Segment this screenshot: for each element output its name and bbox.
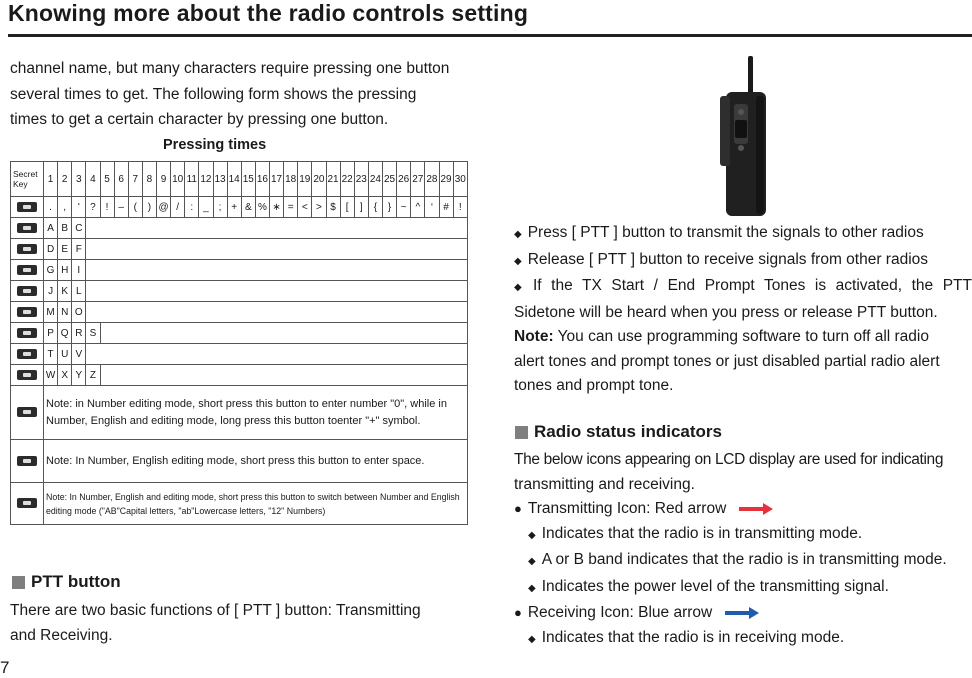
character-cell: I (72, 260, 86, 281)
character-cell: – (114, 197, 128, 218)
intro-line: times to get a certain character by pressing one button. (10, 111, 389, 128)
secret-key-header: Secret Key (11, 162, 44, 197)
dot-bullet-icon: ● (514, 605, 522, 620)
status-intro-line: The below icons appearing on LCD display are used for indicating (514, 451, 944, 468)
character-cell: , (58, 197, 72, 218)
ptt-bullet: ◆ If the TX Start / End Prompt Tones is activated, the PTT (514, 277, 972, 294)
dot-bullet-icon: ● (514, 501, 522, 516)
key-cell (11, 344, 44, 365)
character-cell: B (58, 218, 72, 239)
table-row (11, 344, 468, 365)
diamond-bullet-icon: ◆ (528, 633, 536, 645)
sidetone-line: Sidetone will be heard when you press or release PTT button. (514, 303, 938, 321)
keypad-button-icon (17, 244, 37, 254)
header-cell: 22 (340, 162, 354, 197)
character-cell: R (72, 323, 86, 344)
character-cell: > (312, 197, 326, 218)
note-line: alert tones and prompt tones or just disabled partial radio alert (514, 352, 940, 370)
note-cell: Note: in Number editing mode, short press this button to enter number "0", while in Number, English and editing mode, long press this button toenter "+" symbol. (44, 386, 468, 440)
key-cell (11, 323, 44, 344)
diamond-bullet-icon: ◆ (528, 582, 536, 594)
character-cell: K (58, 281, 72, 302)
ptt-line: There are two basic functions of [ PTT ] button: Transmitting (10, 602, 421, 619)
character-cell: P (44, 323, 58, 344)
table-header-row (11, 162, 468, 197)
empty-cell (86, 260, 468, 281)
ptt-functions (514, 221, 972, 399)
character-cell: A (44, 218, 58, 239)
key-cell (11, 365, 44, 386)
diamond-bullet-icon: ◆ (514, 282, 527, 293)
diamond-bullet-icon: ◆ (528, 529, 536, 541)
red-arrow-icon (739, 503, 773, 515)
character-cell: C (72, 218, 86, 239)
status-intro-line: transmitting and receiving. (514, 475, 695, 493)
header-cell: 9 (157, 162, 171, 197)
character-cell: G (44, 260, 58, 281)
table-row (11, 239, 468, 260)
character-cell: ! (100, 197, 114, 218)
character-cell: { (368, 197, 382, 218)
character-cell: Z (86, 365, 100, 386)
header-cell: 16 (255, 162, 269, 197)
empty-cell (100, 365, 468, 386)
ptt-bullet: ◆ Press [ PTT ] button to transmit the signals to other radios (514, 224, 924, 241)
character-cell: Q (58, 323, 72, 344)
note-cell: Note: In Number, English and editing mode, short press this button to switch between Number and English editing mode ("AB"Capital letters, "ab"Lowercase letters, "12" Numbers) (44, 483, 468, 525)
character-cell: ( (128, 197, 142, 218)
character-cell: U (58, 344, 72, 365)
keypad-button-icon (17, 286, 37, 296)
header-cell: 17 (270, 162, 284, 197)
intro-line: several times to get. The following form shows the pressing (10, 85, 417, 103)
status-section-heading (515, 422, 722, 442)
header-cell: 14 (227, 162, 241, 197)
table-row (11, 302, 468, 323)
tx-item: ◆ Indicates that the radio is in transmitting mode. (528, 524, 863, 542)
diamond-bullet-icon: ◆ (514, 255, 522, 267)
note-row (11, 483, 468, 525)
tx-icon-line: ● Transmitting Icon: Red arrow (514, 497, 972, 522)
tx-item: ◆ Indicates the power level of the transmitting signal. (528, 577, 889, 595)
header-cell: 4 (86, 162, 100, 197)
character-cell: _ (199, 197, 213, 218)
character-cell: + (227, 197, 241, 218)
key-cell (11, 440, 44, 483)
key-cell (11, 260, 44, 281)
header-cell: 20 (312, 162, 326, 197)
key-cell (11, 483, 44, 525)
header-cell: 15 (241, 162, 255, 197)
header-cell: 8 (142, 162, 156, 197)
header-cell: 1 (44, 162, 58, 197)
character-cell: F (72, 239, 86, 260)
title-rule (8, 34, 972, 37)
character-cell: % (255, 197, 269, 218)
character-cell: D (44, 239, 58, 260)
character-cell: N (58, 302, 72, 323)
header-cell: 6 (114, 162, 128, 197)
header-cell: 25 (383, 162, 397, 197)
keypad-button-icon (17, 202, 37, 212)
keypad-button-icon (17, 456, 37, 466)
table-row (11, 323, 468, 344)
table-row (11, 218, 468, 239)
empty-cell (86, 302, 468, 323)
header-cell: 13 (213, 162, 227, 197)
character-cell: W (44, 365, 58, 386)
header-cell: 21 (326, 162, 340, 197)
empty-cell (86, 281, 468, 302)
keypad-button-icon (17, 498, 37, 508)
header-cell: 10 (171, 162, 185, 197)
key-cell (11, 218, 44, 239)
header-cell: 23 (354, 162, 368, 197)
character-cell: # (439, 197, 453, 218)
header-cell: 29 (439, 162, 453, 197)
character-cell: ) (142, 197, 156, 218)
empty-cell (86, 344, 468, 365)
character-cell: < (298, 197, 312, 218)
character-cell: ! (453, 197, 467, 218)
note-row (11, 440, 468, 483)
character-cell: L (72, 281, 86, 302)
character-cell: ' (72, 197, 86, 218)
empty-cell (86, 218, 468, 239)
character-cell: S (86, 323, 100, 344)
character-cell: $ (326, 197, 340, 218)
ptt-section-heading (12, 572, 121, 592)
note-line: Note: You can use programming software to turn off all radio (514, 328, 929, 345)
note-line: tones and prompt tone. (514, 377, 674, 394)
character-cell: ] (354, 197, 368, 218)
character-cell: ∗ (270, 197, 284, 218)
character-cell: H (58, 260, 72, 281)
empty-cell (100, 323, 468, 344)
character-cell: [ (340, 197, 354, 218)
header-cell: 26 (397, 162, 411, 197)
header-cell: 27 (411, 162, 425, 197)
character-cell: M (44, 302, 58, 323)
rx-item: ◆ Indicates that the radio is in receiving mode. (528, 628, 845, 646)
header-cell: 11 (185, 162, 199, 197)
ptt-text (10, 598, 468, 648)
intro-text (10, 56, 468, 133)
diamond-bullet-icon: ◆ (528, 556, 536, 567)
header-cell: 18 (284, 162, 298, 197)
character-cell: T (44, 344, 58, 365)
note-label: Note: (514, 328, 554, 345)
character-cell: O (72, 302, 86, 323)
character-cell: . (44, 197, 58, 218)
key-cell (11, 197, 44, 218)
key-cell (11, 386, 44, 440)
radio-side-image (716, 56, 778, 216)
key-cell (11, 281, 44, 302)
character-cell: ‘ (425, 197, 439, 218)
character-cell: ? (86, 197, 100, 218)
ptt-bullet: ◆ Release [ PTT ] button to receive signals from other radios (514, 250, 929, 268)
ptt-heading-text: PTT button (31, 572, 121, 591)
ptt-line: and Receiving. (10, 627, 113, 644)
table-row (11, 197, 468, 218)
character-cell: } (383, 197, 397, 218)
character-cell: J (44, 281, 58, 302)
character-cell: ~ (397, 197, 411, 218)
character-cell: = (284, 197, 298, 218)
header-cell: 28 (425, 162, 439, 197)
pressing-times-table (10, 161, 468, 525)
empty-cell (86, 239, 468, 260)
pressing-times-title: Pressing times (163, 137, 267, 153)
character-cell: & (241, 197, 255, 218)
page-title: Knowing more about the radio controls setting (8, 0, 529, 26)
header-cell: 30 (453, 162, 467, 197)
keypad-button-icon (17, 407, 37, 417)
header-cell: 12 (199, 162, 213, 197)
header-cell: 19 (298, 162, 312, 197)
key-cell (11, 302, 44, 323)
keypad-button-icon (17, 328, 37, 338)
section-square-icon (12, 576, 25, 589)
character-cell: X (58, 365, 72, 386)
header-cell: 24 (368, 162, 382, 197)
page-number: 7 (0, 658, 10, 677)
table-row (11, 281, 468, 302)
character-cell: : (185, 197, 199, 218)
header-cell: 3 (72, 162, 86, 197)
character-cell: / (171, 197, 185, 218)
character-cell: E (58, 239, 72, 260)
tx-item: ◆ A or B band indicates that the radio is in transmitting mode. (528, 551, 947, 568)
table-row (11, 260, 468, 281)
header-cell: 7 (128, 162, 142, 197)
key-cell (11, 239, 44, 260)
header-cell: 5 (100, 162, 114, 197)
rx-icon-line: ● Receiving Icon: Blue arrow (514, 601, 972, 626)
section-square-icon (515, 426, 528, 439)
intro-line: channel name, but many characters require pressing one button (10, 60, 450, 77)
keypad-button-icon (17, 223, 37, 233)
note-row (11, 386, 468, 440)
character-cell: Y (72, 365, 86, 386)
keypad-button-icon (17, 370, 37, 380)
character-cell: ; (213, 197, 227, 218)
note-cell: Note: In Number, English editing mode, short press this button to enter space. (44, 440, 468, 483)
keypad-button-icon (17, 349, 37, 359)
character-cell: ^ (411, 197, 425, 218)
keypad-button-icon (17, 265, 37, 275)
character-cell: @ (157, 197, 171, 218)
keypad-button-icon (17, 307, 37, 317)
character-cell: V (72, 344, 86, 365)
blue-arrow-icon (725, 607, 759, 619)
status-indicators (514, 448, 972, 652)
status-heading-text: Radio status indicators (534, 422, 722, 441)
table-row (11, 365, 468, 386)
header-cell: 2 (58, 162, 72, 197)
diamond-bullet-icon: ◆ (514, 229, 522, 240)
